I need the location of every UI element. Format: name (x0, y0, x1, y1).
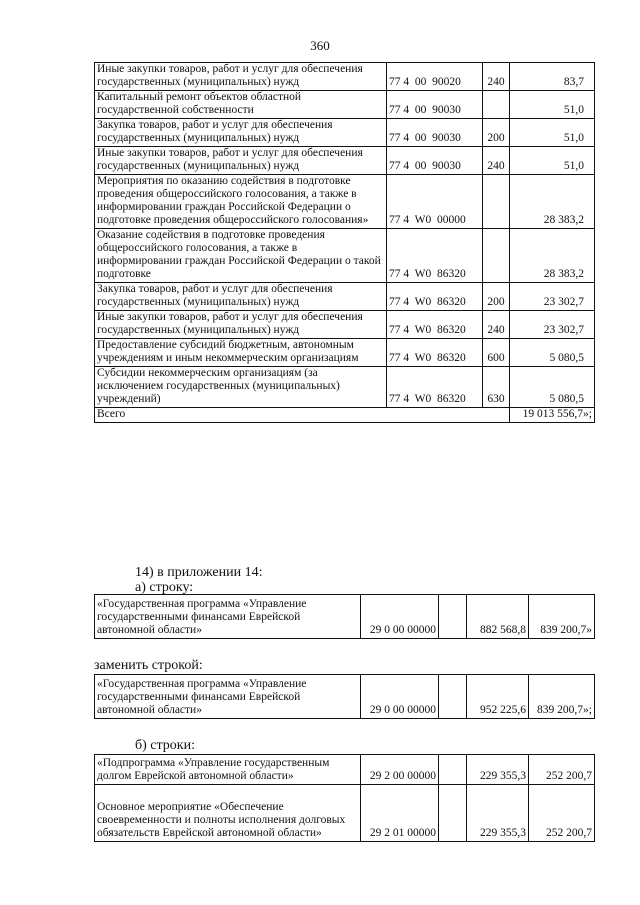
row-code: 77 4 00 90030 (387, 147, 483, 175)
table-row (95, 147, 595, 175)
replace-heading: заменить строкой: (94, 658, 203, 673)
row-vr (439, 755, 467, 785)
row-sum: 5 080,5 (510, 339, 595, 367)
table-row (95, 229, 595, 283)
table-row (95, 63, 595, 91)
row-value-1: 229 355,3 (467, 785, 529, 842)
row-name: «Государственная программа «Управление государственными финансами Еврейской автономной области» (95, 595, 361, 639)
table-row (95, 119, 595, 147)
row-code: 77 4 W0 86320 (387, 339, 483, 367)
row-name: Мероприятия по оказанию содействия в подготовке проведения общероссийского голосования, а также в информировании граждан Российской Федерации о подготовке проведения общероссийского голосования» (95, 175, 387, 229)
row-vr (439, 675, 467, 719)
section-heading: 14) в приложении 14: (135, 565, 263, 580)
row-code: 77 4 00 90030 (387, 91, 483, 119)
row-vr (439, 595, 467, 639)
row-code: 29 0 00 00000 (361, 675, 439, 719)
row-name: Иные закупки товаров, работ и услуг для обеспечения государственных (муниципальных) нужд (95, 311, 387, 339)
row-vr (483, 91, 510, 119)
row-vr: 200 (483, 283, 510, 311)
table-row (95, 367, 595, 408)
row-code: 77 4 W0 00000 (387, 175, 483, 229)
row-name: Субсидии некоммерческим организациям (за исключением государственных (муниципальных) учреждений) (95, 367, 387, 408)
row-vr (483, 175, 510, 229)
table-row (95, 755, 595, 785)
row-name: «Государственная программа «Управление государственными финансами Еврейской автономной области» (95, 675, 361, 719)
row-sum: 51,0 (510, 91, 595, 119)
table-row (95, 175, 595, 229)
sub-heading-b: б) строки: (135, 738, 195, 753)
row-vr (439, 785, 467, 842)
row-name: Закупка товаров, работ и услуг для обеспечения государственных (муниципальных) нужд (95, 283, 387, 311)
row-code: 77 4 W0 86320 (387, 311, 483, 339)
row-value-2: 252 200,7 (529, 755, 595, 785)
row-sum: 83,7 (510, 63, 595, 91)
row-name: Капитальный ремонт объектов областной государственной собственности (95, 91, 387, 119)
row-value-1: 229 355,3 (467, 755, 529, 785)
row-code: 29 0 00 00000 (361, 595, 439, 639)
row-name: Иные закупки товаров, работ и услуг для обеспечения государственных (муниципальных) нужд (95, 147, 387, 175)
row-vr: 240 (483, 63, 510, 91)
table-row (95, 91, 595, 119)
row-value-2: 839 200,7»; (529, 675, 595, 719)
table-row (95, 339, 595, 367)
row-name: «Подпрограмма «Управление государственным долгом Еврейской автономной области» (95, 755, 361, 785)
row-code: 77 4 00 90030 (387, 119, 483, 147)
row-sum: 51,0 (510, 119, 595, 147)
row-sum: 23 302,7 (510, 283, 595, 311)
table-row (95, 785, 595, 842)
old-row-table (94, 594, 595, 639)
row-name: Предоставление субсидий бюджетным, автономным учреждениям и иным некоммерческим организациям (95, 339, 387, 367)
sub-heading-a: а) строку: (135, 580, 194, 595)
row-vr: 200 (483, 119, 510, 147)
row-code: 77 4 W0 86320 (387, 283, 483, 311)
total-row (95, 408, 595, 423)
row-sum: 28 383,2 (510, 175, 595, 229)
table-row (95, 595, 595, 639)
table-row (95, 675, 595, 719)
table-row (95, 311, 595, 339)
page-number: 360 (310, 38, 330, 53)
total-value: 19 013 556,7»; (510, 408, 595, 423)
row-code: 29 2 01 00000 (361, 785, 439, 842)
row-name: Иные закупки товаров, работ и услуг для обеспечения государственных (муниципальных) нужд (95, 63, 387, 91)
row-name: Закупка товаров, работ и услуг для обеспечения государственных (муниципальных) нужд (95, 119, 387, 147)
row-code: 77 4 W0 86320 (387, 367, 483, 408)
row-vr (483, 229, 510, 283)
row-sum: 28 383,2 (510, 229, 595, 283)
row-value-2: 252 200,7 (529, 785, 595, 842)
row-vr: 630 (483, 367, 510, 408)
table-row (95, 283, 595, 311)
rows-b-table (94, 754, 595, 842)
row-code: 77 4 00 90020 (387, 63, 483, 91)
row-value-2: 839 200,7» (529, 595, 595, 639)
row-name: Оказание содействия в подготовке проведения общероссийского голосования, а также в информировании граждан Российской Федерации о такой подготовке (95, 229, 387, 283)
row-value-1: 882 568,8 (467, 595, 529, 639)
row-vr: 240 (483, 311, 510, 339)
row-code: 29 2 00 00000 (361, 755, 439, 785)
row-vr: 240 (483, 147, 510, 175)
row-sum: 5 080,5 (510, 367, 595, 408)
row-name: Основное мероприятие «Обеспечение своевременности и полноты исполнения долговых обязательств Еврейской автономной области» (95, 785, 361, 842)
budget-table (94, 62, 595, 423)
new-row-table (94, 674, 595, 719)
row-vr: 600 (483, 339, 510, 367)
total-label: Всего (95, 408, 510, 423)
row-sum: 51,0 (510, 147, 595, 175)
row-sum: 23 302,7 (510, 311, 595, 339)
row-value-1: 952 225,6 (467, 675, 529, 719)
row-code: 77 4 W0 86320 (387, 229, 483, 283)
